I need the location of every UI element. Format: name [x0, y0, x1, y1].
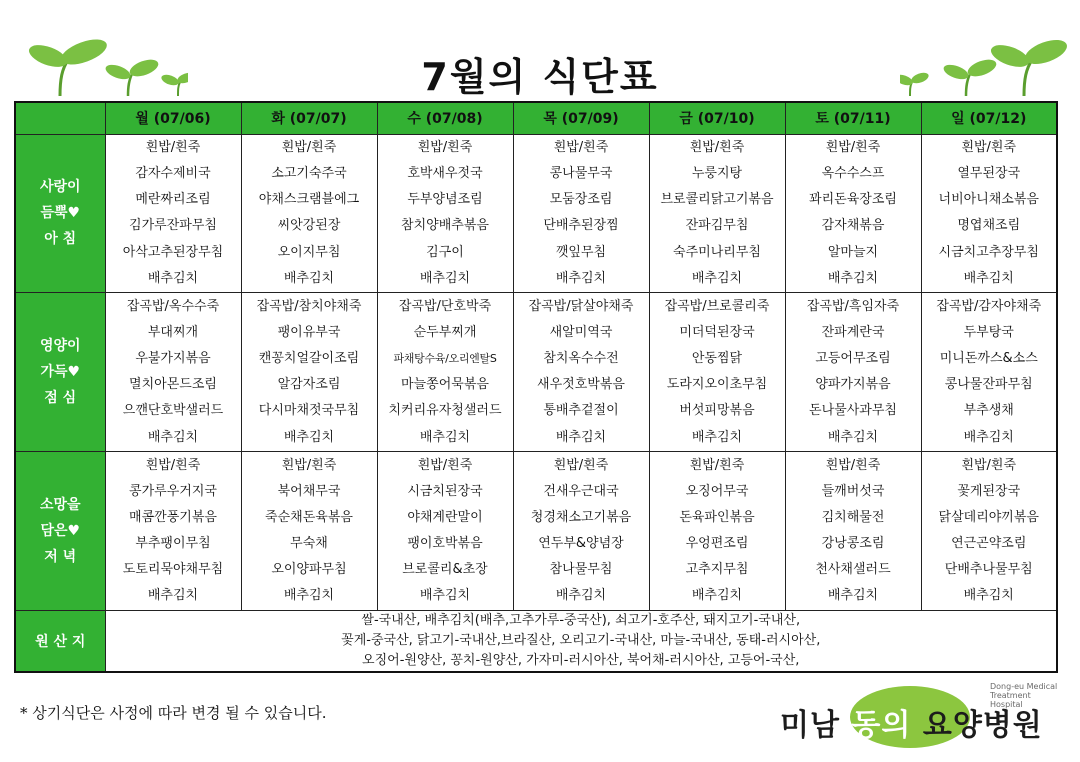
- menu-item: 잡곡밥/흑임자죽: [806, 298, 900, 314]
- menu-item: 흰밥/흰죽: [961, 139, 1017, 155]
- menu-item: 김가루잔파무침: [129, 218, 217, 234]
- menu-cell: [649, 452, 785, 611]
- meal-label-line: 영양이: [39, 338, 81, 355]
- menu-item: 우불가지볶음: [135, 351, 211, 367]
- menu-item: 콩나물무국: [549, 166, 613, 182]
- menu-item: 두부양념조림: [407, 192, 483, 208]
- menu-item: 돈나물사과무침: [809, 403, 897, 419]
- menu-item: 양파가지볶음: [815, 377, 891, 393]
- meal-label: [15, 452, 105, 611]
- day-header: 수 (07/08): [377, 102, 513, 134]
- origin-line: 꽃게-중국산, 닭고기-국내산,브라질산, 오리고기-국내산, 마늘-국내산, 동태-러시아산,: [341, 633, 821, 648]
- menu-item: 잡곡밥/옥수수죽: [126, 298, 220, 314]
- day-header: 토 (07/11): [785, 102, 921, 134]
- meal-label: [15, 293, 105, 452]
- menu-cell: [241, 134, 377, 293]
- menu-item: 흰밥/흰죽: [689, 457, 745, 473]
- header-corner: [15, 102, 105, 134]
- menu-item: 배추김치: [827, 588, 879, 604]
- menu-item: 모둠장조림: [549, 192, 613, 208]
- meal-label-line: 사랑이: [39, 179, 81, 196]
- day-header: 화 (07/07): [241, 102, 377, 134]
- menu-item: 새우젓호박볶음: [537, 377, 625, 393]
- menu-cell: [649, 293, 785, 452]
- menu-item: 흰밥/흰죽: [553, 457, 609, 473]
- menu-item: 알마늘지: [827, 244, 879, 260]
- menu-item: 우엉편조림: [685, 536, 749, 552]
- menu-item: 너비아니채소볶음: [938, 192, 1039, 208]
- meal-label-line: 아 침: [44, 231, 77, 248]
- menu-item: 야채계란말이: [407, 509, 483, 525]
- origin-line: 오징어-원양산, 꽁치-원양산, 가자미-러시아산, 북어채-러시아산, 고등어-국산,: [362, 653, 800, 668]
- menu-item: 흰밥/흰죽: [825, 457, 881, 473]
- menu-item: 브로콜리닭고기볶음: [660, 192, 774, 208]
- menu-item: 잡곡밥/단호박죽: [398, 298, 492, 314]
- menu-item: 배추김치: [147, 270, 199, 286]
- meal-label-line: 담은♥: [40, 523, 81, 540]
- menu-item: 흰밥/흰죽: [689, 139, 745, 155]
- menu-item: 고등어무조림: [815, 351, 891, 367]
- menu-item: 흰밥/흰죽: [553, 139, 609, 155]
- menu-item: 미니돈까스&소스: [939, 351, 1038, 367]
- menu-item: 배추김치: [419, 270, 471, 286]
- meal-label: [15, 134, 105, 293]
- menu-item: 으깬단호박샐러드: [122, 403, 224, 419]
- menu-cell: [105, 452, 241, 611]
- menu-item: 오이지무침: [277, 244, 341, 260]
- menu-item: 야채스크램블에그: [258, 192, 360, 208]
- menu-item: 참치양배추볶음: [401, 218, 489, 234]
- menu-item: 씨앗강된장: [277, 218, 341, 234]
- menu-item: 두부탕국: [963, 324, 1014, 340]
- menu-item: 배추김치: [147, 588, 199, 604]
- meal-label-line: 소망을: [39, 497, 81, 514]
- hospital-logo: [780, 676, 1060, 758]
- menu-item: 도라지오이초무침: [666, 377, 768, 393]
- menu-item: 건새우근대국: [543, 483, 619, 499]
- meal-label-line: 가득♥: [40, 364, 81, 381]
- menu-item: 잡곡밥/감자야채죽: [936, 298, 1042, 314]
- logo-sub-line: Dong-eu Medical: [990, 682, 1058, 691]
- menu-item: 부추팽이무침: [135, 536, 211, 552]
- menu-cell: [105, 134, 241, 293]
- menu-item: 콩나물잔파무침: [944, 377, 1033, 393]
- menu-item: 파채탕수육/오리엔탈S: [393, 352, 497, 366]
- menu-item: 누룽지탕: [691, 166, 743, 182]
- origin-line: 쌀-국내산, 배추김치(배추,고추가루-중국산), 쇠고기-호주산, 돼지고기-국내산,: [361, 613, 801, 628]
- menu-item: 매콤깐풍기볶음: [129, 509, 217, 525]
- menu-cell: [377, 452, 513, 611]
- origin-label: 원 산 지: [15, 611, 105, 673]
- menu-item: 통배추겉절이: [543, 403, 619, 419]
- menu-item: 잡곡밥/브로콜리죽: [664, 298, 770, 314]
- menu-item: 잡곡밥/닭살야채죽: [528, 298, 634, 314]
- menu-item: 흰밥/흰죽: [281, 457, 337, 473]
- menu-item: 버섯피망볶음: [679, 403, 755, 419]
- logo-subtitle: [990, 682, 1060, 709]
- menu-cell: [377, 293, 513, 452]
- menu-item: 시금치고추장무침: [938, 244, 1039, 260]
- menu-item: 배추김치: [827, 270, 879, 286]
- menu-item: 숙주미나리무침: [673, 244, 761, 260]
- menu-item: 명엽채조림: [957, 218, 1021, 234]
- menu-item: 도토리묵야채무침: [122, 562, 224, 578]
- menu-item: 안동찜닭: [691, 351, 743, 367]
- menu-cell: [241, 293, 377, 452]
- logo-suffix: 요양병원: [922, 708, 1043, 743]
- menu-item: 마늘쫑어묵볶음: [401, 377, 489, 393]
- menu-item: 흰밥/흰죽: [145, 457, 201, 473]
- menu-cell: [921, 452, 1057, 611]
- origin-row: [15, 611, 1057, 673]
- menu-item: 치커리유자청샐러드: [388, 403, 502, 419]
- menu-item: 멸치아몬드조림: [129, 377, 217, 393]
- menu-item: 단배추된장찜: [543, 218, 619, 234]
- menu-item: 흰밥/흰죽: [417, 457, 473, 473]
- day-header: 일 (07/12): [921, 102, 1057, 134]
- menu-item: 잔파계란국: [821, 324, 885, 340]
- menu-item: 브로콜리&초장: [402, 562, 488, 578]
- menu-item: 배추김치: [147, 429, 199, 445]
- menu-item: 다시마채젓국무침: [258, 403, 360, 419]
- menu-item: 소고기숙주국: [271, 166, 347, 182]
- menu-item: 배추김치: [419, 429, 471, 445]
- menu-item: 천사채샐러드: [815, 562, 891, 578]
- menu-item: 들깨버섯국: [821, 483, 885, 499]
- day-header: 월 (07/06): [105, 102, 241, 134]
- menu-cell: [377, 134, 513, 293]
- menu-item: 돈육파인볶음: [679, 509, 755, 525]
- origin-text: [105, 611, 1057, 673]
- menu-item: 흰밥/흰죽: [961, 457, 1017, 473]
- menu-item: 부추생채: [963, 403, 1014, 419]
- menu-cell: [241, 452, 377, 611]
- menu-item: 아삭고추된장무침: [122, 244, 224, 260]
- menu-item: 단배추나물무침: [944, 562, 1033, 578]
- menu-item: 부대찌개: [147, 324, 199, 340]
- menu-item: 청경채소고기볶음: [530, 509, 632, 525]
- menu-item: 배추김치: [419, 588, 471, 604]
- menu-cell: [921, 293, 1057, 452]
- menu-item: 무숙채: [290, 536, 328, 552]
- menu-item: 잡곡밥/참치야채죽: [256, 298, 362, 314]
- menu-item: 꽈리돈육장조림: [809, 192, 897, 208]
- menu-table: [14, 101, 1058, 673]
- menu-item: 강낭콩조림: [821, 536, 885, 552]
- menu-item: 배추김치: [555, 270, 607, 286]
- meal-row-breakfast: [15, 134, 1057, 293]
- menu-item: 연근곤약조림: [951, 536, 1027, 552]
- page-title: 7월의 식단표: [421, 55, 659, 99]
- menu-item: 팽이호박볶음: [407, 536, 483, 552]
- menu-item: 배추김치: [691, 429, 743, 445]
- menu-cell: [785, 293, 921, 452]
- menu-item: 배추김치: [963, 429, 1014, 445]
- menu-item: 호박새우젓국: [407, 166, 483, 182]
- menu-item: 배추김치: [283, 270, 335, 286]
- menu-item: 배추김치: [691, 588, 743, 604]
- menu-item: 시금치된장국: [407, 483, 483, 499]
- menu-item: 오징어무국: [685, 483, 749, 499]
- meal-label-line: 점 심: [44, 390, 77, 407]
- menu-cell: [921, 134, 1057, 293]
- day-header: 목 (07/09): [513, 102, 649, 134]
- menu-item: 김구이: [426, 244, 464, 260]
- menu-item: 고추지무침: [685, 562, 749, 578]
- meal-row-dinner: [15, 452, 1057, 611]
- menu-cell: [649, 134, 785, 293]
- menu-cell: [105, 293, 241, 452]
- logo-sub-line: Treatment Hospital: [990, 691, 1031, 709]
- menu-item: 감자수제비국: [135, 166, 211, 182]
- meal-row-lunch: [15, 293, 1057, 452]
- menu-item: 메란짜리조림: [135, 192, 211, 208]
- menu-item: 배추김치: [283, 429, 335, 445]
- menu-item: 캔꽁치얼갈이조림: [258, 351, 360, 367]
- menu-item: 흰밥/흰죽: [825, 139, 881, 155]
- menu-item: 순두부찌개: [413, 324, 477, 340]
- menu-item: 닭살데리야끼볶음: [938, 509, 1039, 525]
- meal-label-line: 듬뿍♥: [40, 205, 81, 222]
- menu-item: 배추김치: [283, 588, 335, 604]
- menu-item: 흰밥/흰죽: [417, 139, 473, 155]
- logo-prefix: 미남: [780, 708, 840, 743]
- menu-item: 연두부&양념장: [538, 536, 624, 552]
- menu-item: 콩가루우거지국: [129, 483, 217, 499]
- menu-item: 팽이유부국: [277, 324, 341, 340]
- menu-cell: [785, 452, 921, 611]
- menu-item: 배추김치: [691, 270, 743, 286]
- menu-item: 죽순채돈육볶음: [265, 509, 353, 525]
- menu-item: 새알미역국: [549, 324, 613, 340]
- menu-item: 참나물무침: [549, 562, 613, 578]
- menu-cell: [513, 452, 649, 611]
- meal-label-line: 저 녁: [44, 549, 77, 566]
- menu-item: 감자채볶음: [821, 218, 885, 234]
- menu-item: 옥수수스프: [821, 166, 885, 182]
- menu-item: 흰밥/흰죽: [281, 139, 337, 155]
- day-header: 금 (07/10): [649, 102, 785, 134]
- menu-item: 김치해물전: [821, 509, 885, 525]
- menu-item: 깻잎무침: [555, 244, 607, 260]
- menu-item: 꽃게된장국: [957, 483, 1021, 499]
- menu-item: 잔파김무침: [685, 218, 749, 234]
- footnote: * 상기식단은 사정에 따라 변경 될 수 있습니다.: [20, 704, 327, 722]
- menu-item: 오이양파무침: [271, 562, 347, 578]
- menu-item: 배추김치: [555, 588, 607, 604]
- menu-item: 참치옥수수전: [543, 351, 619, 367]
- menu-cell: [513, 134, 649, 293]
- menu-cell: [513, 293, 649, 452]
- menu-item: 배추김치: [963, 270, 1014, 286]
- header-row: [15, 102, 1057, 134]
- logo-highlight: 동의: [851, 708, 912, 743]
- menu-item: 배추김치: [827, 429, 879, 445]
- menu-cell: [785, 134, 921, 293]
- menu-item: 알감자조림: [277, 377, 341, 393]
- menu-item: 배추김치: [555, 429, 607, 445]
- menu-item: 열무된장국: [957, 166, 1021, 182]
- menu-item: 북어채무국: [277, 483, 341, 499]
- menu-item: 배추김치: [963, 588, 1014, 604]
- menu-item: 흰밥/흰죽: [145, 139, 201, 155]
- menu-item: 미더덕된장국: [679, 324, 755, 340]
